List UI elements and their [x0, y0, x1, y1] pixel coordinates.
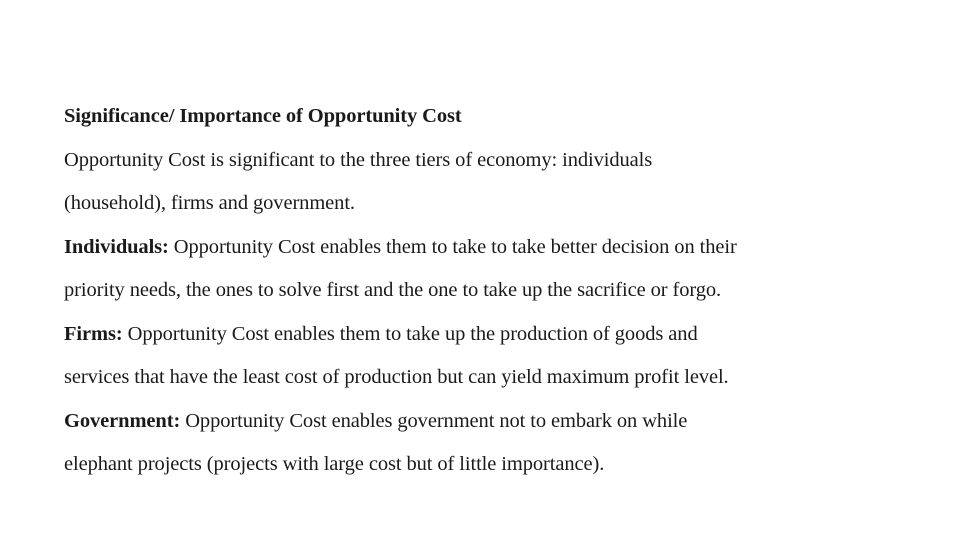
- firms-line-2: services that have the least cost of production but can yield maximum profit level.: [64, 366, 729, 388]
- government-text-1: Opportunity Cost enables government not to embark on while: [180, 409, 688, 432]
- government-line-2: elephant projects (projects with large cost but of little importance).: [64, 453, 605, 475]
- firms-text-1: Opportunity Cost enables them to take up the production of goods and: [122, 322, 698, 345]
- document-body: [64, 99, 944, 491]
- government-line-1: [64, 404, 944, 448]
- individuals-text-1: Opportunity Cost enables them to take to take better decision on their: [168, 235, 737, 258]
- firms-label: Firms:: [64, 322, 123, 345]
- intro-line-2: (household), firms and government.: [64, 192, 355, 214]
- heading: Significance/ Importance of Opportunity Cost: [64, 105, 462, 127]
- firms-line-1: [64, 317, 944, 361]
- individuals-label: Individuals:: [64, 235, 169, 258]
- government-label: Government:: [64, 409, 181, 432]
- individuals-line-2: priority needs, the ones to solve first and the one to take up the sacrifice or forgo.: [64, 279, 722, 301]
- intro-line-1: Opportunity Cost is significant to the three tiers of economy: individuals: [64, 148, 653, 171]
- individuals-line-1: [64, 230, 944, 274]
